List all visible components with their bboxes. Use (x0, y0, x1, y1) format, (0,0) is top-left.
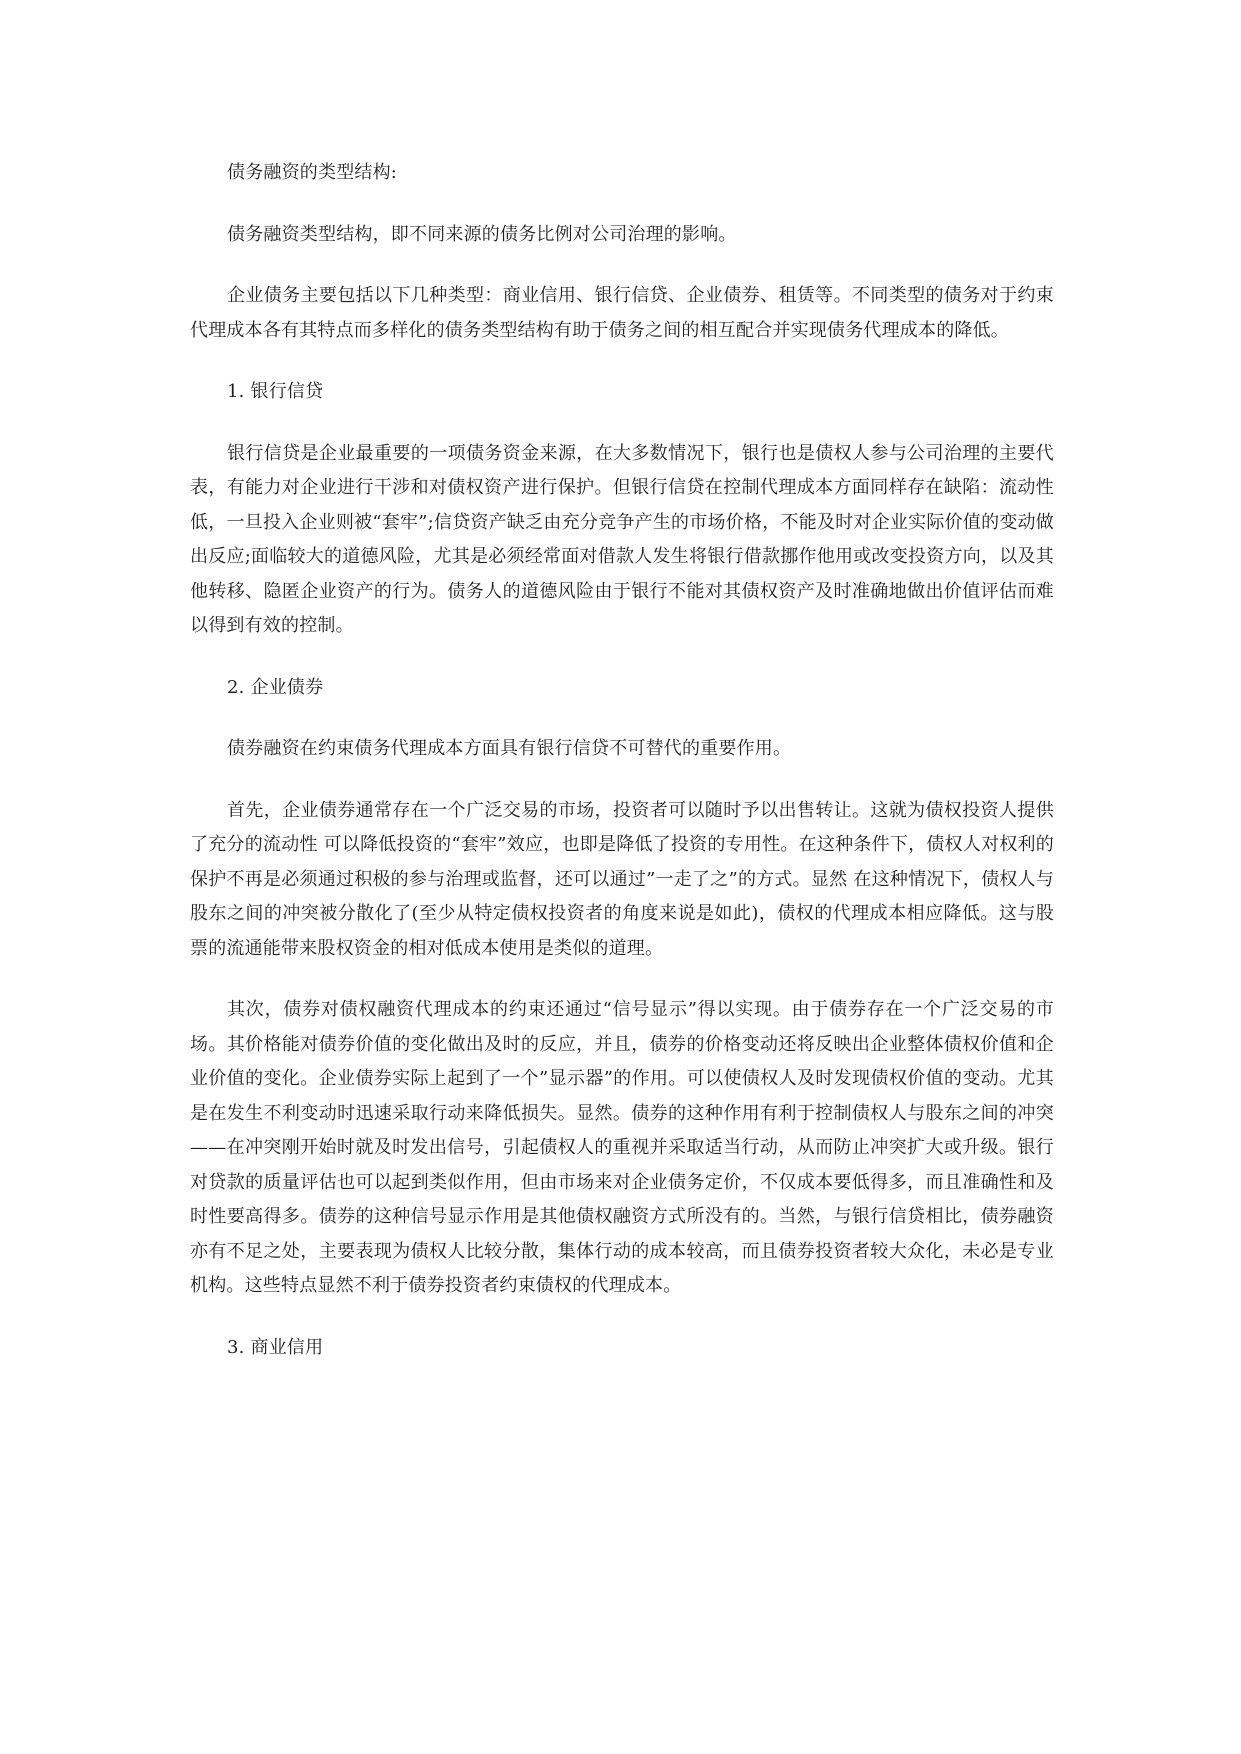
document-page (190, 156, 1054, 1365)
paragraph-bond-liquidity: 首先，企业债券通常存在一个广泛交易的市场，投资者可以随时予以出售转让。这就为债权投资人提供了充分的流动性 可以降低投资的“套牢”效应，也即是降低了投资的专用性。在这种条件下，债权人对权利的保护不再是必须通过积极的参与治理或监督，还可以通过”一走了之”的方式。显然 在这种情况下，债权人与股东之间的冲突被分散化了(至少从特定债权投资者的角度来说是如此)，债权的代理成本相应降低。这与股票的流通能带来股权资金的相对低成本使用是类似的道理。 (190, 799, 1054, 959)
paragraph-debt-types: 企业债务主要包括以下几种类型：商业信用、银行信贷、企业债券、租赁等。不同类型的债务对于约束代理成本各有其特点而多样化的债务类型结构有助于债务之间的相互配合并实现债务代理成本的降低。 (190, 285, 1054, 341)
paragraph-bond-role: 债券融资在约束债务代理成本方面具有银行信贷不可替代的重要作用。 (227, 738, 792, 759)
paragraph-definition: 债务融资类型结构，即不同来源的债务比例对公司治理的影响。 (227, 223, 737, 245)
subheading-bank-credit: 1. 银行信贷 (227, 381, 324, 402)
section-heading-debt-structure: 债务融资的类型结构: (227, 162, 398, 183)
paragraph-bank-credit: 银行信贷是企业最重要的一项债务资金来源，在大多数情况下，银行也是债权人参与公司治理的主要代表，有能力对企业进行干涉和对债权资产进行保护。但银行信贷在控制代理成本方面同样存在缺陷：流动性低，一旦投入企业则被“套牢”;信贷资产缺乏由充分竞争产生的市场价格，不能及时对企业实际价值的变动做出反应;面临较大的道德风险，尤其是必须经常面对借款人发生将银行借款挪作他用或改变投资方向，以及其他转移、隐匿企业资产的行为。债务人的道德风险由于银行不能对其债权资产及时准确地做出价值评估而难以得到有效的控制。 (190, 442, 1054, 636)
subheading-commercial-credit: 3. 商业信用 (227, 1336, 324, 1358)
subheading-corporate-bonds: 2. 企业债券 (227, 676, 324, 698)
paragraph-bond-signal: 其次，债券对债权融资代理成本的约束还通过“信号显示”得以实现。由于债券存在一个广泛交易的市场。其价格能对债券价值的变化做出及时的反应，并且，债券的价格变动还将反映出企业整体债权价值和企业价值的变化。企业债券实际上起到了一个”显示器”的作用。可以使债权人及时发现债权价值的变动。尤其是在发生不利变动时迅速采取行动来降低损失。显然。债券的这种作用有利于控制债权人与股东之间的冲突——在冲突刚开始时就及时发出信号，引起债权人的重视并采取适当行动，从而防止冲突扩大或升级。银行对贷款的质量评估也可以起到类似作用，但由市场来对企业债务定价，不仅成本要低得多，而且准确性和及时性要高得多。债券的这种信号显示作用是其他债权融资方式所没有的。当然，与银行信贷相比，债券融资亦有不足之处，主要表现为债权人比较分散，集体行动的成本较高，而且债券投资者较大众化，未必是专业机构。这些特点显然不利于债券投资者约束债权的代理成本。 (190, 999, 1054, 1296)
